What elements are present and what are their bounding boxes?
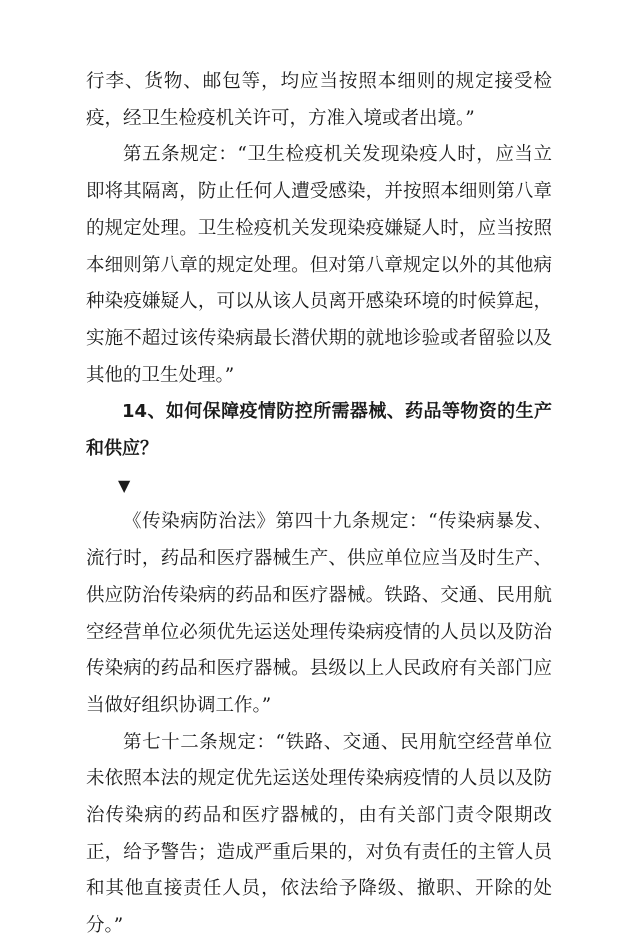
paragraph-article-72: 第七十二条规定：“铁路、交通、民用航空经营单位未依照本法的规定优先运送处理传染病疫情的人员以及防治传染病的药品和医疗器械的，由有关部门责令限期改正，给予警告；造成严重后果的，对负有责任的主管人员和其他直接责任人员，依法给予降级、撤职、开除的处分。”: [86, 731, 552, 937]
section-heading-14: 14、如何保障疫情防控所需器械、药品等物资的生产和供应？: [86, 401, 552, 460]
paragraph-continuation: 行李、货物、邮包等，均应当按照本细则的规定接受检疫，经卫生检疫机关许可，方准入境或者出境。”: [86, 71, 552, 129]
paragraph-article-5: 第五条规定：“卫生检疫机关发现染疫人时，应当立即将其隔离，防止任何人遭受感染，并按照本细则第八章的规定处理。卫生检疫机关发现染疫嫌疑人时，应当按照本细则第八章的规定处理。但对第八章规定以外的其他病种染疫嫌疑人，可以从该人员离开感染环境的时候算起，实施不超过该传染病最长潜伏期的就地诊验或者留验以及其他的卫生处理。”: [86, 144, 552, 386]
document-body: [86, 64, 552, 945]
down-triangle-icon: ▼: [118, 475, 131, 495]
paragraph-article-49: 《传染病防治法》第四十九条规定：“传染病暴发、流行时，药品和医疗器械生产、供应单位应当及时生产、供应防治传染病的药品和医疗器械。铁路、交通、民用航空经营单位必须优先运送处理传染病疫情的人员以及防治传染病的药品和医疗器械。县级以上人民政府有关部门应当做好组织协调工作。”: [86, 511, 552, 716]
